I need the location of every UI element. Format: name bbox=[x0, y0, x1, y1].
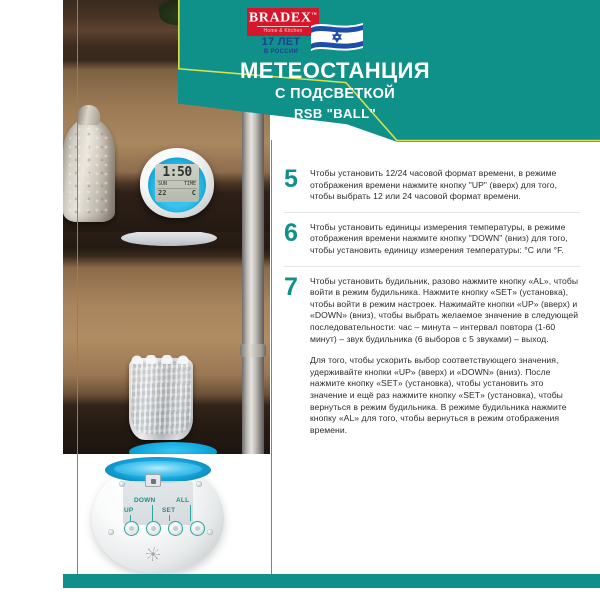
banner-title-line2: С ПОДСВЕТКОЙ bbox=[275, 86, 395, 102]
instruction-paragraph: Чтобы установить единицы измерения температуры, в режиме отображения времени нажмите кнопку "DOWN" (вниз) для того, чтобы установить единицу измерения температуры: °C или °F. bbox=[310, 221, 568, 255]
device-button-row bbox=[124, 521, 205, 536]
screw-icon bbox=[196, 481, 202, 487]
lcd-day-value: SUN bbox=[158, 181, 168, 187]
instruction-text-block bbox=[310, 168, 580, 203]
instruction-paragraph: Для того, чтобы ускорить выбор соответствующего значения, удерживайте кнопки «UP» (вверх) и «DOWN» (вниз). После нажмите кнопку «SET» (установка), чтобы установить это значение и ещё раз нажмите кнопку «SET» (установка), чтобы вернуться в режим будильника. В режиме будильника нажмите кнопку «AL» для того, чтобы вернуться в режим отображения времени. bbox=[310, 355, 567, 435]
lcd-temp-unit: C bbox=[191, 189, 196, 197]
brand-years-badge bbox=[250, 37, 312, 56]
banner-title-line1: МЕТЕОСТАНЦИЯ bbox=[240, 58, 430, 83]
footer-bar bbox=[63, 574, 600, 588]
clock-lcd-display bbox=[155, 164, 199, 202]
instruction-paragraph: Чтобы установить 12/24 часовой формат времени, в режиме отображения времени нажмите кнопку "UP" (вверх) для того, чтобы выбрать 12 или 24 часовой формат времени. bbox=[310, 168, 558, 202]
alarm-clock-device bbox=[140, 148, 214, 218]
button-label-set: SET bbox=[162, 507, 176, 514]
shelf-pole-cap bbox=[240, 344, 266, 357]
instruction-list bbox=[284, 163, 580, 445]
brand-years-line2: В РОССИИ bbox=[263, 49, 299, 55]
crystal-glass bbox=[129, 358, 193, 440]
device-button-up bbox=[124, 521, 139, 536]
leader-line-all bbox=[190, 505, 191, 521]
instruction-text-block bbox=[310, 222, 580, 257]
center-accent-rule bbox=[271, 140, 272, 576]
button-label-up: UP bbox=[124, 507, 134, 514]
instruction-item-6 bbox=[284, 212, 580, 266]
crystal-glass-rim bbox=[129, 355, 193, 364]
screw-icon bbox=[119, 481, 125, 487]
button-label-down: DOWN bbox=[134, 497, 156, 504]
crystal-glass-on-shelf-photo bbox=[63, 232, 270, 454]
instruction-number: 7 bbox=[284, 272, 298, 301]
shelf-metal-pole-2 bbox=[242, 232, 264, 454]
brand-logo-tagline: Home & Kitchen bbox=[257, 26, 309, 35]
instruction-paragraph: Чтобы установить будильник, разово нажмите кнопку «AL», чтобы войти в режим будильника. Нажмите кнопку «SET» (установка), чтобы войти в режим настроек. Нажимайте кнопки «UP» (вверх) и «DOWN» (вниз), чтобы выбрать желаемое значение в следующей последовательности: час – минута – интервал повтора (1-60 минут) – звук будильника (6 выборов с 5 звуками) – выход. bbox=[310, 275, 579, 344]
button-label-all: ALL bbox=[176, 497, 190, 504]
brand-logo bbox=[247, 8, 367, 60]
crystal-glass-facets bbox=[131, 361, 191, 434]
brand-years-line1: 17 ЛЕТ bbox=[261, 36, 301, 48]
speaker-icon bbox=[146, 547, 160, 561]
banner-title-line3: RSB "BALL" bbox=[293, 106, 377, 121]
brand-logo-name bbox=[249, 9, 317, 26]
left-accent-rule bbox=[77, 0, 78, 576]
vase-texture bbox=[67, 126, 111, 216]
banner-title bbox=[190, 58, 480, 123]
instruction-number: 5 bbox=[284, 165, 298, 193]
device-button-set bbox=[168, 521, 183, 536]
trademark-icon: ™ bbox=[311, 12, 318, 18]
israel-flag-icon bbox=[309, 20, 365, 54]
device-button-down bbox=[146, 521, 161, 536]
instruction-item-5 bbox=[284, 163, 580, 212]
lcd-temp-value: 22 bbox=[158, 189, 167, 197]
brand-logo-text: BRADEX bbox=[248, 10, 312, 26]
leader-line-down bbox=[152, 505, 153, 521]
instruction-number: 6 bbox=[284, 218, 298, 247]
screw-icon bbox=[108, 529, 114, 535]
device-back-panel-photo bbox=[78, 455, 238, 575]
device-button-all bbox=[190, 521, 205, 536]
lcd-alt-label: TIME bbox=[183, 181, 196, 187]
instruction-item-7 bbox=[284, 266, 580, 446]
ceramic-vase bbox=[63, 118, 115, 222]
battery-compartment-icon bbox=[145, 474, 161, 487]
lcd-time-value: 1:50 bbox=[162, 165, 192, 180]
screw-icon bbox=[207, 529, 213, 535]
instruction-text-block bbox=[310, 276, 580, 437]
